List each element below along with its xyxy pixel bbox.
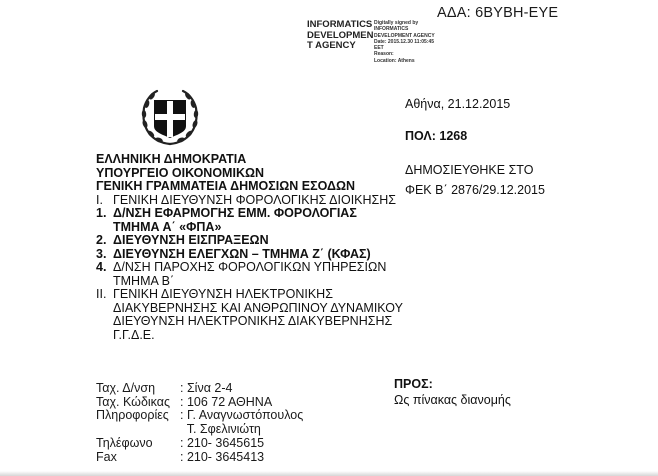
item-continuation: ΔΙΕΥΘΥΝΣΗ ΗΛΕΚΤΡΟΝΙΚΗΣ ΔΙΑΚΥΒΕΡΝΗΣΗΣ	[113, 314, 393, 328]
sig-detail-line: Date: 2015.12.30 11:05:45	[374, 38, 435, 45]
sig-org-line: DEVELOPMEN	[307, 29, 374, 41]
list-item	[96, 261, 403, 275]
item-number: I.	[96, 192, 103, 207]
list-item	[96, 288, 403, 302]
issuer-line: ΓΕΝΙΚΗ ΓΡΑΜΜΑΤΕΙΑ ΔΗΜΟΣΙΩΝ ΕΣΟΔΩΝ	[96, 179, 356, 193]
contact-label: Τηλέφωνο	[96, 435, 153, 450]
contact-value: : 210- 3645615	[180, 435, 265, 450]
sig-detail-line: EET	[374, 45, 384, 52]
contact-value: : Γ. Αναγνωστόπουλος	[180, 408, 304, 423]
document-date: Αθήνα, 21.12.2015	[405, 97, 511, 111]
sig-org-line: INFORMATICS	[307, 19, 373, 30]
sig-detail-line: Location: Athens	[374, 57, 415, 64]
list-item	[96, 234, 403, 248]
sig-detail-line: DEVELOPMENT AGENCY	[374, 32, 435, 39]
item-number: 3.	[96, 246, 107, 261]
item-text: Δ/ΝΣΗ ΕΦΑΡΜΟΓΗΣ ΕΜΜ. ΦΟΡΟΛΟΓΙΑΣ	[113, 206, 357, 220]
item-continuation: ΔΙΑΚΥΒΕΡΝΗΣΗΣ ΚΑΙ ΑΝΘΡΩΠΙΝΟΥ ΔΥΝΑΜΙΚΟΥ	[113, 300, 403, 315]
contact-row-postcode	[96, 396, 303, 410]
contact-block	[96, 382, 303, 464]
publication-note	[405, 161, 545, 200]
recipients-block	[394, 376, 511, 408]
contact-value: : 210- 3645413	[180, 449, 265, 464]
contact-value: : Σίνα 2-4	[180, 381, 233, 395]
contact-value: Τ. Σφελινιώτη	[180, 422, 261, 437]
issuer-line: ΥΠΟΥΡΓΕΙΟ ΟΙΚΟΝΟΜΙΚΩΝ	[96, 165, 265, 180]
issuer-block	[96, 153, 403, 342]
list-item	[96, 248, 403, 262]
page-bottom-edge	[0, 471, 658, 476]
publication-line: ΔΗΜΟΣΙΕΥΘΗΚΕ ΣΤΟ	[405, 163, 534, 177]
item-number: 1.	[96, 206, 107, 220]
item-text: ΔΙΕΥΘΥΝΣΗ ΕΛΕΓΧΩΝ – ΤΜΗΜΑ Ζ΄ (ΚΦΑΣ)	[113, 246, 371, 261]
contact-label: Ταχ. Κώδικας	[96, 394, 171, 409]
contact-row-fax	[96, 451, 303, 465]
ada-code: ΑΔΑ: 6ΒΥΒΗ-ΕΥΕ	[437, 5, 559, 21]
item-continuation: ΤΜΗΜΑ Β΄	[113, 273, 175, 288]
digital-signature-details	[374, 20, 435, 64]
recipients-label: ΠΡΟΣ:	[394, 377, 433, 391]
contact-row-address	[96, 382, 303, 396]
contact-row-info	[96, 409, 303, 423]
item-text: ΔΙΕΥΘΥΝΣΗ ΕΙΣΠΡΑΞΕΩΝ	[113, 233, 269, 247]
sig-org-line: T AGENCY	[307, 40, 356, 51]
sig-detail-line: Digitally signed by	[374, 20, 419, 26]
contact-label: Πληροφορίες	[96, 408, 169, 423]
item-text: Δ/ΝΣΗ ΠΑΡΟΧΗΣ ΦΟΡΟΛΟΓΙΚΩΝ ΥΠΗΡΕΣΙΩΝ	[113, 260, 387, 274]
pol-number: ΠΟΛ: 1268	[405, 129, 468, 143]
digital-signature-org	[307, 20, 374, 52]
sig-detail-line: INFORMATICS	[374, 26, 409, 33]
recipients-value: Ως πίνακας διανομής	[394, 393, 511, 407]
contact-row-phone	[96, 437, 303, 451]
item-number: 2.	[96, 233, 107, 247]
item-continuation: Γ.Γ.Δ.Ε.	[113, 327, 155, 342]
item-number: 4.	[96, 260, 107, 274]
item-number: II.	[96, 287, 107, 301]
contact-label: Fax	[96, 449, 117, 464]
sig-detail-line: Reason:	[374, 51, 394, 58]
contact-label	[96, 423, 180, 437]
contact-value: : 106 72 ΑΘΗΝΑ	[180, 394, 273, 409]
item-continuation: ΤΜΗΜΑ Α΄ «ΦΠΑ»	[113, 219, 222, 234]
contact-row-info-cont	[96, 423, 303, 437]
contact-label: Ταχ. Δ/νση	[96, 381, 156, 395]
greek-coat-of-arms-icon	[137, 86, 203, 148]
item-text: ΓΕΝΙΚΗ ΔΙΕΥΘΥΝΣΗ ΗΛΕΚΤΡΟΝΙΚΗΣ	[113, 287, 333, 301]
publication-line: ΦΕΚ Β΄ 2876/29.12.2015	[405, 182, 545, 197]
issuer-line: ΕΛΛΗΝΙΚΗ ΔΗΜΟΚΡΑΤΙΑ	[96, 152, 247, 166]
list-item	[96, 194, 403, 208]
list-item	[96, 207, 403, 221]
item-text: ΓΕΝΙΚΗ ΔΙΕΥΘΥΝΣΗ ΦΟΡΟΛΟΓΙΚΗΣ ΔΙΟΙΚΗΣΗΣ	[113, 192, 397, 207]
